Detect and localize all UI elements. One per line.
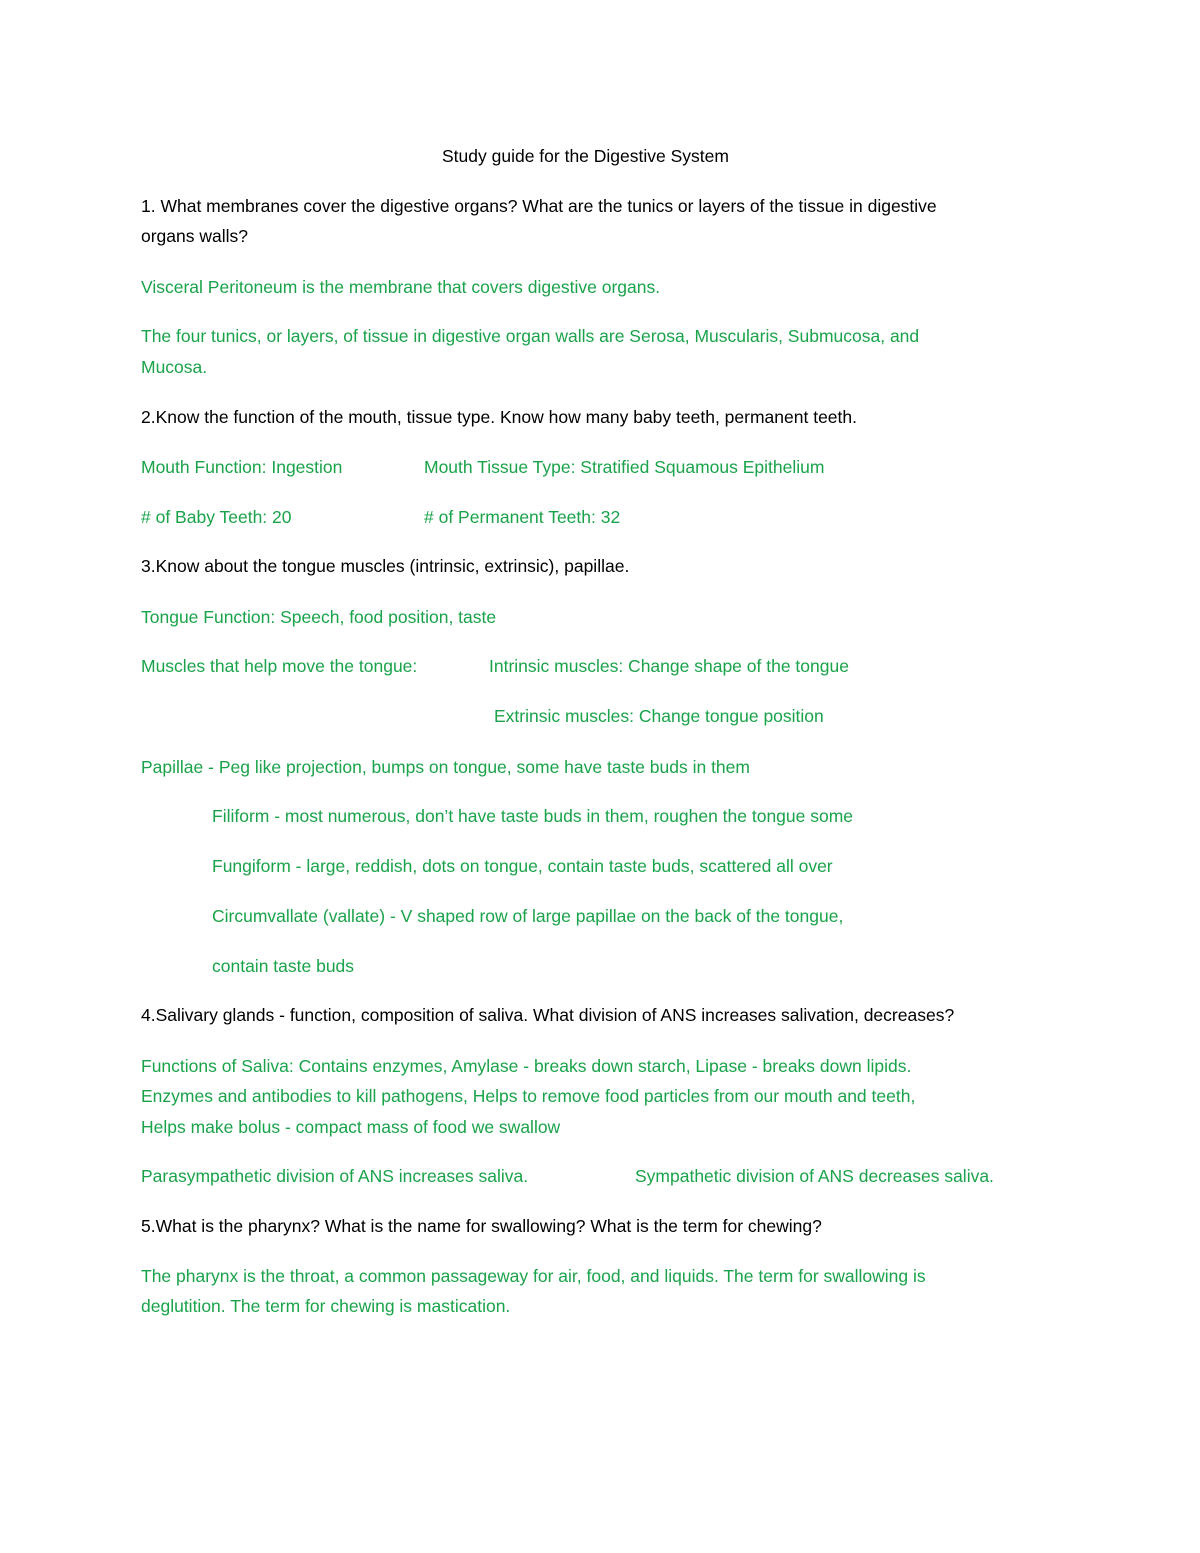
answer-4-saliva-line-1: Functions of Saliva: Contains enzymes, Amylase - breaks down starch, Lipase - breaks down lipids. — [141, 1056, 912, 1076]
answer-3-fungiform: Fungiform - large, reddish, dots on tongue, contain taste buds, scattered all over — [212, 856, 833, 876]
question-2: 2.Know the function of the mouth, tissue type. Know how many baby teeth, permanent teeth. — [141, 407, 857, 427]
answer-4-saliva-line-3: Helps make bolus - compact mass of food we swallow — [141, 1117, 561, 1137]
answer-2-baby-teeth: # of Baby Teeth: 20 — [141, 507, 292, 527]
answer-4-sympathetic: Sympathetic division of ANS decreases saliva. — [635, 1166, 994, 1186]
answer-3-papillae: Papillae - Peg like projection, bumps on tongue, some have taste buds in them — [141, 757, 750, 777]
answer-3-tongue-function: Tongue Function: Speech, food position, taste — [141, 607, 497, 627]
question-1-line-1: 1. What membranes cover the digestive organs? What are the tunics or layers of the tissue in digestive — [141, 196, 937, 216]
answer-2-mouth-function: Mouth Function: Ingestion — [141, 457, 343, 477]
answer-3-filiform: Filiform - most numerous, don’t have taste buds in them, roughen the tongue some — [212, 806, 854, 826]
answer-4-parasympathetic: Parasympathetic division of ANS increases saliva. — [141, 1166, 529, 1186]
question-1-line-2: organs walls? — [141, 226, 248, 246]
answer-3-circumvallate-line-2: contain taste buds — [212, 956, 355, 976]
answer-3-muscles-label: Muscles that help move the tongue: — [141, 656, 418, 676]
answer-2-mouth-tissue: Mouth Tissue Type: Stratified Squamous Epithelium — [424, 457, 825, 477]
answer-5-line-1: The pharynx is the throat, a common passageway for air, food, and liquids. The term for swallowing is — [141, 1266, 926, 1286]
answer-3-intrinsic: Intrinsic muscles: Change shape of the tongue — [489, 656, 849, 676]
question-4: 4.Salivary glands - function, composition of saliva. What division of ANS increases salivation, decreases? — [141, 1005, 955, 1025]
answer-3-circumvallate-line-1: Circumvallate (vallate) - V shaped row of large papillae on the back of the tongue, — [212, 906, 844, 926]
answer-1-tunics-line-2: Mucosa. — [141, 357, 208, 377]
answer-5-line-2: deglutition. The term for chewing is mastication. — [141, 1296, 511, 1316]
answer-1-tunics-line-1: The four tunics, or layers, of tissue in digestive organ walls are Serosa, Muscularis, Submucosa, and — [141, 326, 920, 346]
question-3: 3.Know about the tongue muscles (intrinsic, extrinsic), papillae. — [141, 556, 630, 576]
answer-4-saliva-line-2: Enzymes and antibodies to kill pathogens, Helps to remove food particles from our mouth and teeth, — [141, 1086, 916, 1106]
answer-3-extrinsic: Extrinsic muscles: Change tongue position — [494, 706, 824, 726]
question-5: 5.What is the pharynx? What is the name for swallowing? What is the term for chewing? — [141, 1216, 822, 1236]
answer-1-membrane: Visceral Peritoneum is the membrane that covers digestive organs. — [141, 277, 661, 297]
document-title: Study guide for the Digestive System — [442, 146, 729, 166]
answer-2-permanent-teeth: # of Permanent Teeth: 32 — [424, 507, 621, 527]
